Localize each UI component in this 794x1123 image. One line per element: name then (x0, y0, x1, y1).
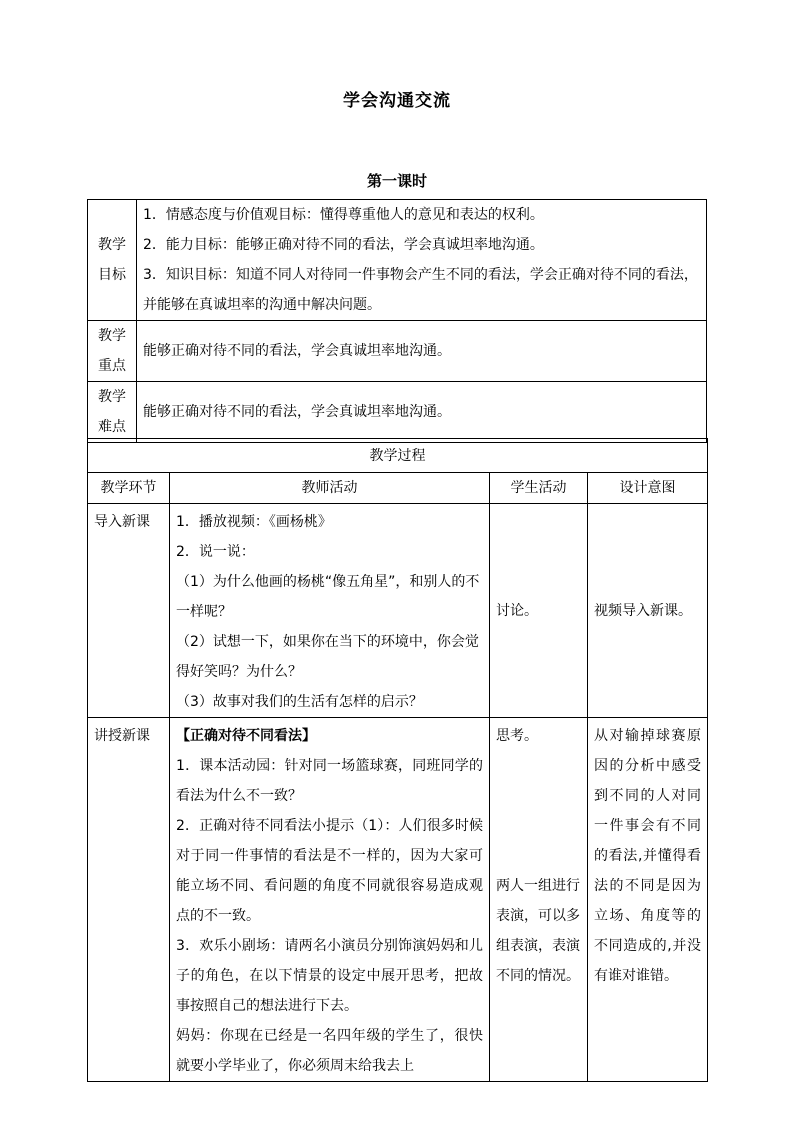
column-header: 设计意图 (588, 473, 708, 504)
goals-label: 教学目标 (88, 200, 137, 321)
activity-line: 妈妈：你现在已经是一名四年级的学生了，很快就要小学毕业了，你必须周末给我去上 (176, 1028, 483, 1074)
design-intent-cell: 视频导入新课。 (588, 504, 708, 718)
teacher-activity-cell (170, 718, 490, 1082)
activity-line: （1）为什么他画的杨桃“像五角星”，和别人的不一样呢？ (176, 574, 480, 620)
activity-line: 2．正确对待不同看法小提示（1）：人们很多时候对于同一件事情的看法是不一样的，因为大家可能立场不同、看问题的角度不同就很容易造成观点的不一致。 (176, 818, 483, 924)
stage-cell: 导入新课 (88, 504, 170, 718)
activity-line: 1．课本活动园：针对同一场篮球赛，同班同学的看法为什么不一致？ (176, 758, 483, 804)
student-activity-cell (490, 718, 588, 1082)
difficulty-text: 能够正确对待不同的看法，学会真诚坦率地沟通。 (137, 382, 707, 443)
activity-line: （2）试想一下，如果你在当下的环境中，你会觉得好笑吗？为什么？ (176, 634, 479, 680)
table-row (88, 718, 708, 1082)
difficulty-label: 教学难点 (88, 382, 137, 443)
goal-line: 2．能力目标：能够正确对待不同的看法，学会真诚坦率地沟通。 (143, 237, 544, 253)
table-row (88, 504, 708, 718)
process-table (87, 438, 708, 1082)
objectives-table (87, 199, 707, 443)
document-title: 学会沟通交流 (343, 91, 451, 111)
student-activity-cell: 讨论。 (490, 504, 588, 718)
student-line: 两人一组进行表演，可以多组表演，表演不同的情况。 (496, 878, 580, 984)
section-heading: 【正确对待不同看法】 (176, 728, 316, 744)
activity-line: 2．说一说： (176, 544, 255, 560)
design-intent-cell: 从对输掉球赛原因的分析中感受到不同的人对同一件事会有不同的看法,并懂得看法的不同是因为立场、角度等的不同造成的,并没有谁对谁错。 (588, 718, 708, 1082)
activity-line: （3）故事对我们的生活有怎样的启示？ (176, 694, 423, 710)
key-point-label: 教学重点 (88, 321, 137, 382)
goal-line: 1．情感态度与价值观目标：懂得尊重他人的意见和表达的权利。 (143, 207, 544, 223)
activity-line: 1．播放视频：《画杨桃》 (176, 514, 332, 530)
column-header: 教师活动 (170, 473, 490, 504)
stage-cell: 讲授新课 (88, 718, 170, 1082)
key-point-text: 能够正确对待不同的看法，学会真诚坦率地沟通。 (137, 321, 707, 382)
teacher-activity-cell (170, 504, 490, 718)
column-header: 教学环节 (88, 473, 170, 504)
student-line: 思考。 (496, 728, 538, 744)
column-header: 学生活动 (490, 473, 588, 504)
goals-content (137, 200, 707, 321)
lesson-subtitle: 第一课时 (366, 172, 427, 190)
process-heading: 教学过程 (88, 439, 708, 473)
activity-line: 3．欢乐小剧场：请两名小演员分别饰演妈妈和儿子的角色，在以下情景的设定中展开思考，把故事按照自己的想法进行下去。 (176, 938, 483, 1014)
goal-line: 3．知识目标：知道不同人对待同一件事物会产生不同的看法，学会正确对待不同的看法，并能够在真诚坦率的沟通中解决问题。 (143, 267, 698, 313)
